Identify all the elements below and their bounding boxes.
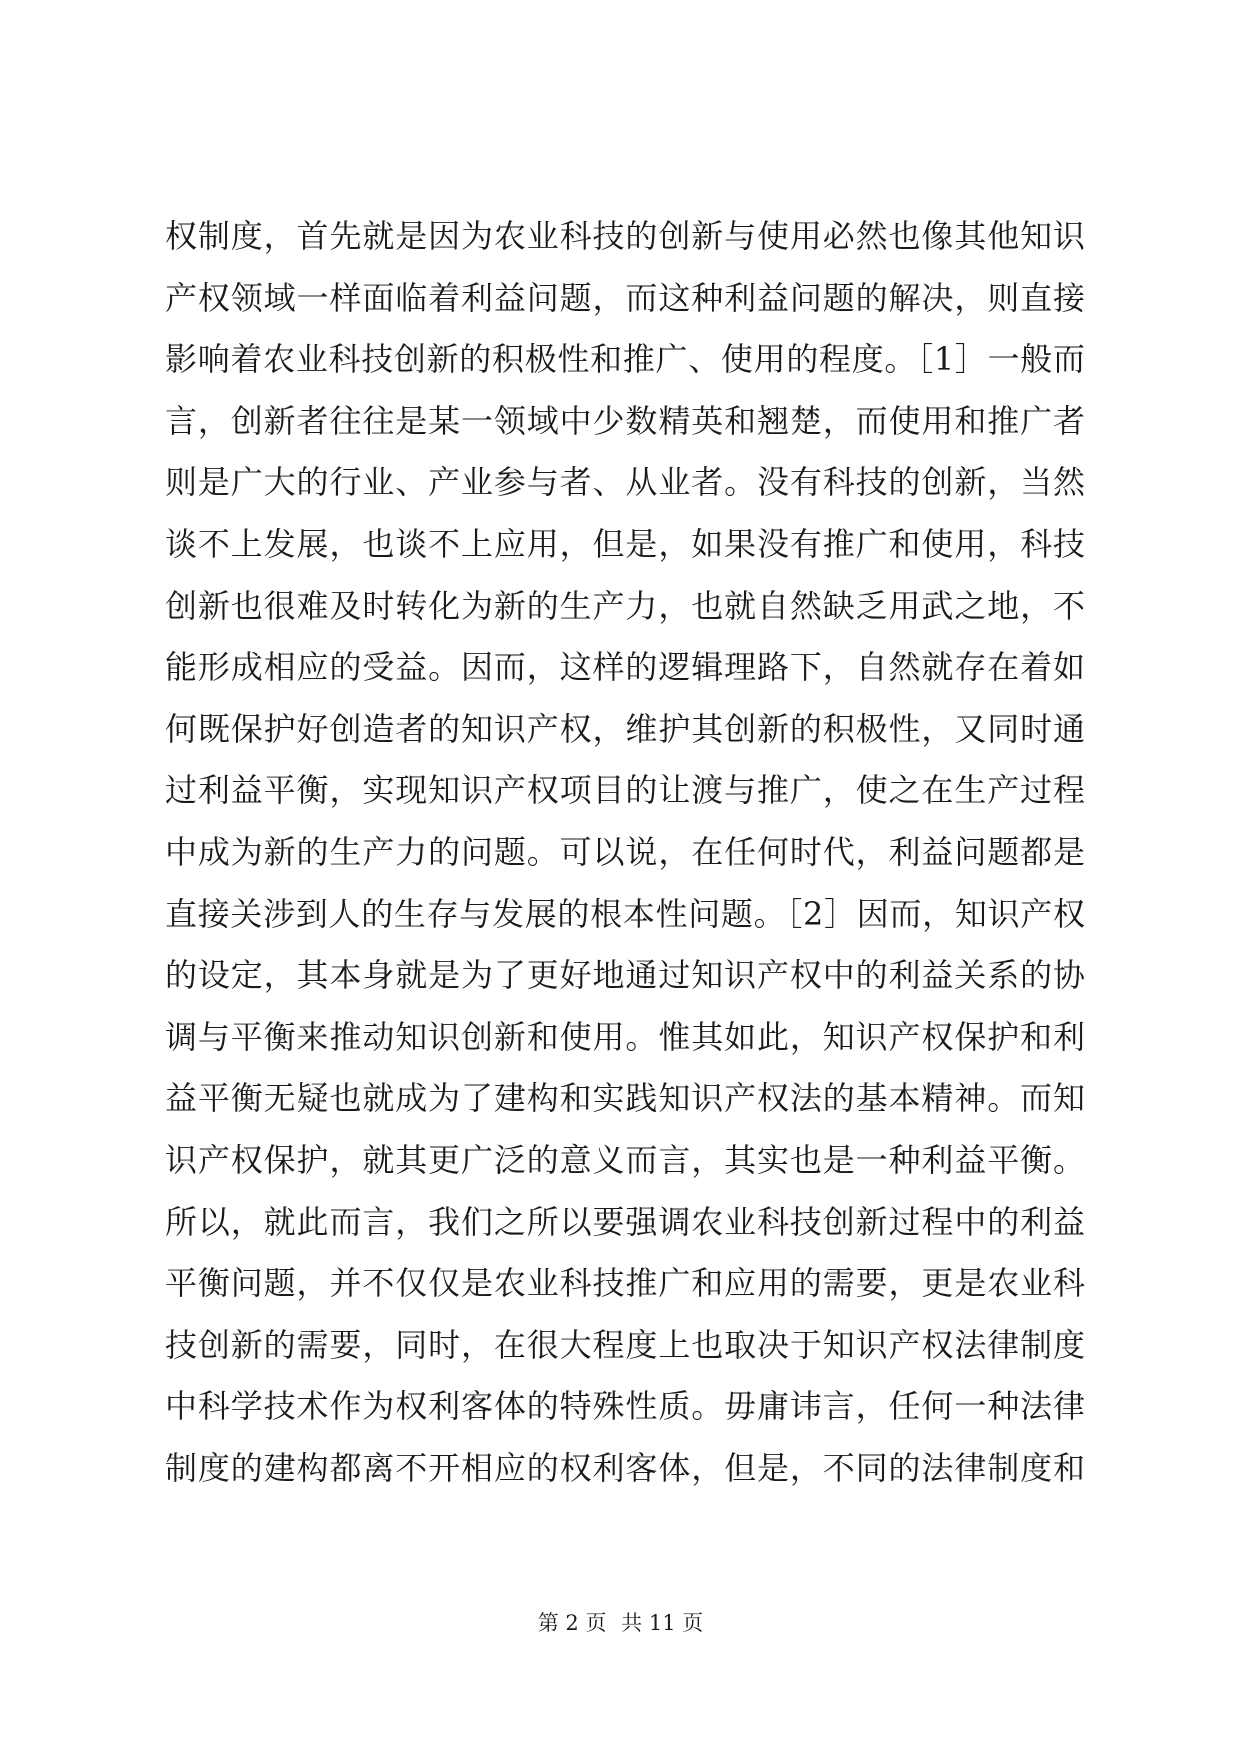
text-line: 益平衡无疑也就成为了建构和实践知识产权法的基本精神。而知 (165, 1079, 1085, 1118)
text-line: 过利益平衡，实现知识产权项目的让渡与推广，使之在生产过程 (165, 771, 1085, 810)
page-total: 共 11 页 (621, 1611, 704, 1635)
text-line: 制度的建构都离不开相应的权利客体，但是，不同的法律制度和 (165, 1448, 1085, 1487)
text-line: 识产权保护，就其更广泛的意义而言，其实也是一种利益平衡。 (165, 1140, 1085, 1179)
text-line: 谈不上发展，也谈不上应用，但是，如果没有推广和使用，科技 (165, 524, 1085, 563)
page-number: 第 2 页 (537, 1611, 607, 1635)
text-line: 产权领域一样面临着利益问题，而这种利益问题的解决，则直接 (165, 278, 1085, 317)
text-line: 调与平衡来推动知识创新和使用。惟其如此，知识产权保护和利 (165, 1017, 1085, 1056)
text-line: 权制度，首先就是因为农业科技的创新与使用必然也像其他知识 (165, 217, 1085, 255)
text-line: 影响着农业科技创新的积极性和推广、使用的程度。［1］一般而 (165, 340, 1085, 379)
text-line: 直接关涉到人的生存与发展的根本性问题。［2］因而，知识产权 (165, 894, 1085, 933)
text-line: 所以，就此而言，我们之所以要强调农业科技创新过程中的利益 (165, 1202, 1085, 1241)
text-line: 的设定，其本身就是为了更好地通过知识产权中的利益关系的协 (165, 956, 1085, 995)
page-footer (0, 1608, 1241, 1638)
text-line: 则是广大的行业、产业参与者、从业者。没有科技的创新，当然 (165, 463, 1085, 502)
text-line: 能形成相应的受益。因而，这样的逻辑理路下，自然就存在着如 (165, 648, 1085, 687)
text-line: 言，创新者往往是某一领域中少数精英和翘楚，而使用和推广者 (165, 401, 1085, 440)
text-line: 技创新的需要，同时，在很大程度上也取决于知识产权法律制度 (165, 1325, 1085, 1364)
text-line: 何既保护好创造者的知识产权，维护其创新的积极性，又同时通 (165, 709, 1085, 748)
text-line: 中成为新的生产力的问题。可以说，在任何时代，利益问题都是 (165, 832, 1085, 871)
body-text (165, 206, 1085, 1499)
text-line: 平衡问题，并不仅仅是农业科技推广和应用的需要，更是农业科 (165, 1264, 1085, 1303)
text-line: 中科学技术作为权利客体的特殊性质。毋庸讳言，任何一种法律 (165, 1387, 1085, 1426)
text-line: 创新也很难及时转化为新的生产力，也就自然缺乏用武之地，不 (165, 586, 1085, 625)
